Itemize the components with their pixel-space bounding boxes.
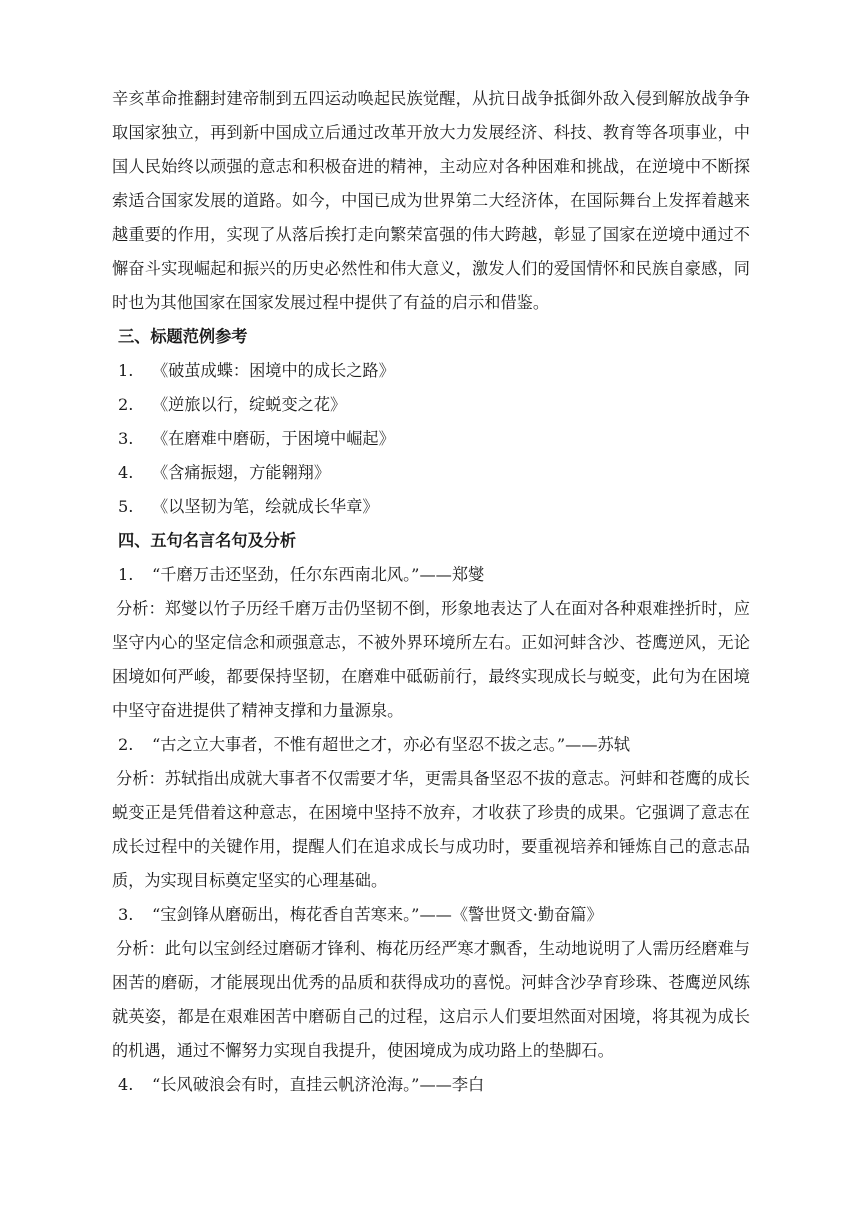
item-number: 1. <box>118 361 134 380</box>
item-number: 4. <box>118 463 134 482</box>
item-text: 《破茧成蝶：困境中的成长之路》 <box>152 361 395 380</box>
item-text: 《含痛振翅，方能翱翔》 <box>152 463 331 482</box>
quote-number: 3. <box>118 905 134 924</box>
quote-text: “古之立大事者，不惟有超世之才，亦必有坚忍不拔之志。”——苏轼 <box>152 735 630 754</box>
section-heading-4: 四、五句名言名句及分析 <box>118 531 297 550</box>
section-heading-3: 三、标题范例参考 <box>118 327 248 346</box>
analysis-1: 分析：郑燮以竹子历经千磨万击仍坚韧不倒，形象地表达了人在面对各种艰难挫折时，应坚守内心的坚定信念和顽强意志，不被外界环境所左右。正如河蚌含沙、苍鹰逆风，无论困境如何严峻，都要保持坚韧，在磨难中砥砺前行，最终实现成长与蜕变，此句为在困境中坚守奋进提供了精神支撑和力量源泉。 <box>112 599 750 720</box>
quote-number: 1. <box>118 565 134 584</box>
title-example-3 <box>112 422 750 456</box>
quote-4 <box>112 1068 750 1102</box>
item-number: 5. <box>118 497 134 516</box>
title-example-4 <box>112 456 750 490</box>
quote-number: 4. <box>118 1075 134 1094</box>
intro-paragraph: 辛亥革命推翻封建帝制到五四运动唤起民族觉醒，从抗日战争抵御外敌入侵到解放战争争取国家独立，再到新中国成立后通过改革开放大力发展经济、科技、教育等各项事业，中国人民始终以顽强的意志和积极奋进的精神，主动应对各种困难和挑战，在逆境中不断探索适合国家发展的道路。如今，中国已成为世界第二大经济体，在国际舞台上发挥着越来越重要的作用，实现了从落后挨打走向繁荣富强的伟大跨越，彰显了国家在逆境中通过不懈奋斗实现崛起和振兴的历史必然性和伟大意义，激发人们的爱国情怀和民族自豪感，同时也为其他国家在国家发展过程中提供了有益的启示和借鉴。 <box>112 89 750 312</box>
item-number: 2. <box>118 395 134 414</box>
quote-text: “宝剑锋从磨砺出，梅花香自苦寒来。”——《警世贤文·勤奋篇》 <box>152 905 603 924</box>
title-example-1 <box>112 354 750 388</box>
title-example-2 <box>112 388 750 422</box>
item-text: 《以坚韧为笔，绘就成长华章》 <box>152 497 379 516</box>
title-example-5 <box>112 490 750 524</box>
analysis-3: 分析：此句以宝剑经过磨砺才锋利、梅花历经严寒才飘香，生动地说明了人需历经磨难与困苦的磨砺，才能展现出优秀的品质和获得成功的喜悦。河蚌含沙孕育珍珠、苍鹰逆风练就英姿，都是在艰难困苦中磨砺自己的过程，这启示人们要坦然面对困境，将其视为成长的机遇，通过不懈努力实现自我提升，使困境成为成功路上的垫脚石。 <box>112 939 750 1060</box>
quote-text: “长风破浪会有时，直挂云帆济沧海。”——李白 <box>152 1075 485 1094</box>
quote-2 <box>112 728 750 762</box>
quote-number: 2. <box>118 735 134 754</box>
item-text: 《逆旅以行，绽蜕变之花》 <box>152 395 347 414</box>
item-text: 《在磨难中磨砺，于困境中崛起》 <box>152 429 395 448</box>
quote-3 <box>112 898 750 932</box>
item-number: 3. <box>118 429 134 448</box>
quote-text: “千磨万击还坚劲，任尔东西南北风。”——郑燮 <box>152 565 485 584</box>
analysis-2: 分析：苏轼指出成就大事者不仅需要才华，更需具备坚忍不拔的意志。河蚌和苍鹰的成长蜕变正是凭借着这种意志，在困境中坚持不放弃，才收获了珍贵的成果。它强调了意志在成长过程中的关键作用，提醒人们在追求成长与成功时，要重视培养和锤炼自己的意志品质，为实现目标奠定坚实的心理基础。 <box>112 769 750 890</box>
quote-1 <box>112 558 750 592</box>
